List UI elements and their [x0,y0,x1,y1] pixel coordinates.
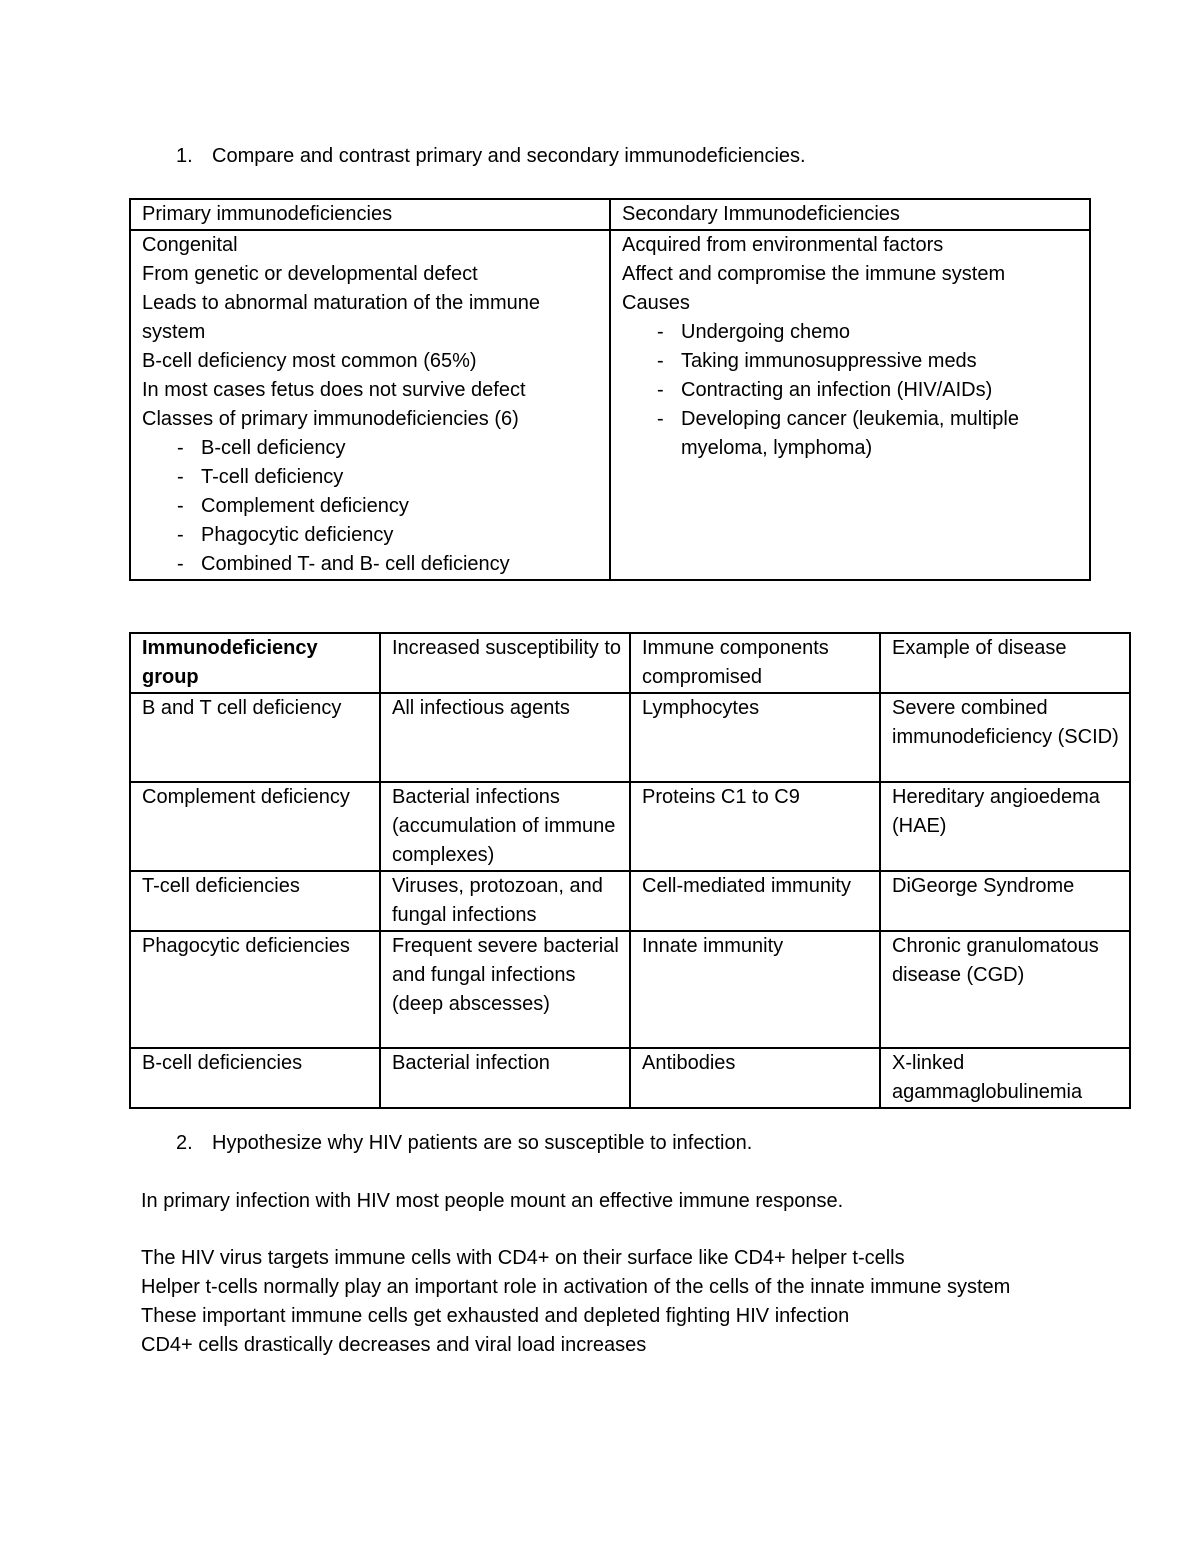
question-2-text: Hypothesize why HIV patients are so susceptible to infection. [212,1132,753,1154]
primary-line: From genetic or developmental defect [142,263,478,285]
table-row [130,1048,1130,1108]
question-2 [176,1129,752,1158]
list-item [142,521,601,550]
list-item [622,347,1081,376]
list-item-text: Phagocytic deficiency [201,524,394,546]
table-cell: B and T cell deficiency [130,693,380,782]
secondary-line: Causes [622,292,690,314]
table-cell: Innate immunity [630,931,880,1048]
answer-line: Helper t-cells normally play an important role in activation of the cells of the innate immune system [141,1276,1011,1298]
table-cell: Proteins C1 to C9 [630,782,880,871]
secondary-cell [610,230,1090,580]
primary-classes-list [142,434,601,579]
table-cell: Severe combined immunodeficiency (SCID) [880,693,1130,782]
table-row [130,693,1130,782]
dash-bullet: - [657,350,664,372]
list-item-text: Complement deficiency [201,495,409,517]
list-item [142,463,601,492]
list-item [622,405,1081,463]
answer-line: The HIV virus targets immune cells with CD4+ on their surface like CD4+ helper t-cells [141,1247,905,1269]
list-item [142,550,601,579]
dash-bullet: - [177,524,184,546]
primary-secondary-table [129,198,1091,581]
table-row [130,782,1130,871]
dash-bullet: - [177,495,184,517]
table-cell: Chronic granulomatous disease (CGD) [880,931,1130,1048]
primary-line: B-cell deficiency most common (65%) [142,350,477,372]
table-header-cell: Immune components compromised [630,633,880,693]
question-2-number: 2. [176,1132,193,1154]
table-row [130,931,1130,1048]
table-header-cell: Immunodeficiency group [130,633,380,693]
list-item [622,376,1081,405]
table-cell: B-cell deficiencies [130,1048,380,1108]
answer-line: These important immune cells get exhausted and depleted fighting HIV infection [141,1305,850,1327]
primary-line: Leads to abnormal maturation of the immune system [142,292,540,343]
table-row [130,871,1130,931]
table-header-cell: Increased susceptibility to [380,633,630,693]
secondary-header: Secondary Immunodeficiencies [610,199,1090,230]
table-cell: Cell-mediated immunity [630,871,880,931]
list-item-text: Undergoing chemo [681,321,850,343]
table-cell: Hereditary angioedema (HAE) [880,782,1130,871]
dash-bullet: - [177,553,184,575]
list-item [142,492,601,521]
table-cell: Bacterial infections (accumulation of immune complexes) [380,782,630,871]
table-cell: DiGeorge Syndrome [880,871,1130,931]
primary-line: In most cases fetus does not survive defect [142,379,526,401]
answer-intro: In primary infection with HIV most people mount an effective immune response. [141,1190,844,1212]
secondary-line: Acquired from environmental factors [622,234,944,256]
list-item-text: Combined T- and B- cell deficiency [201,553,510,575]
question-1-text: Compare and contrast primary and secondary immunodeficiencies. [212,145,806,167]
table-cell: Complement deficiency [130,782,380,871]
list-item-text: B-cell deficiency [201,437,346,459]
table-cell: Lymphocytes [630,693,880,782]
table-cell: All infectious agents [380,693,630,782]
answer-line: CD4+ cells drastically decreases and viral load increases [141,1334,647,1356]
table-cell: X-linked agammaglobulinemia [880,1048,1130,1108]
list-item-text: Contracting an infection (HIV/AIDs) [681,379,993,401]
table-cell: Viruses, protozoan, and fungal infections [380,871,630,931]
primary-header: Primary immunodeficiencies [130,199,610,230]
primary-cell [130,230,610,580]
table-header-row [130,633,1130,693]
dash-bullet: - [177,466,184,488]
list-item [622,318,1081,347]
table-cell: Frequent severe bacterial and fungal infections (deep abscesses) [380,931,630,1048]
table-cell: T-cell deficiencies [130,871,380,931]
secondary-causes-list [622,318,1081,463]
primary-line: Congenital [142,234,238,256]
dash-bullet: - [657,321,664,343]
list-item-text: T-cell deficiency [201,466,344,488]
secondary-line: Affect and compromise the immune system [622,263,1006,285]
table-cell: Bacterial infection [380,1048,630,1108]
list-item-text: Taking immunosuppressive meds [681,350,977,372]
dash-bullet: - [177,437,184,459]
table-cell: Antibodies [630,1048,880,1108]
list-item [142,434,601,463]
question-1 [176,142,806,171]
table-cell: Phagocytic deficiencies [130,931,380,1048]
list-item-text: Developing cancer (leukemia, multiple myeloma, lymphoma) [681,408,1019,459]
answer-lines [141,1244,1041,1360]
immunodeficiency-groups-table [129,632,1131,1109]
table-header-cell: Example of disease [880,633,1130,693]
dash-bullet: - [657,408,664,430]
primary-line: Classes of primary immunodeficiencies (6) [142,408,519,430]
dash-bullet: - [657,379,664,401]
question-1-number: 1. [176,145,193,167]
